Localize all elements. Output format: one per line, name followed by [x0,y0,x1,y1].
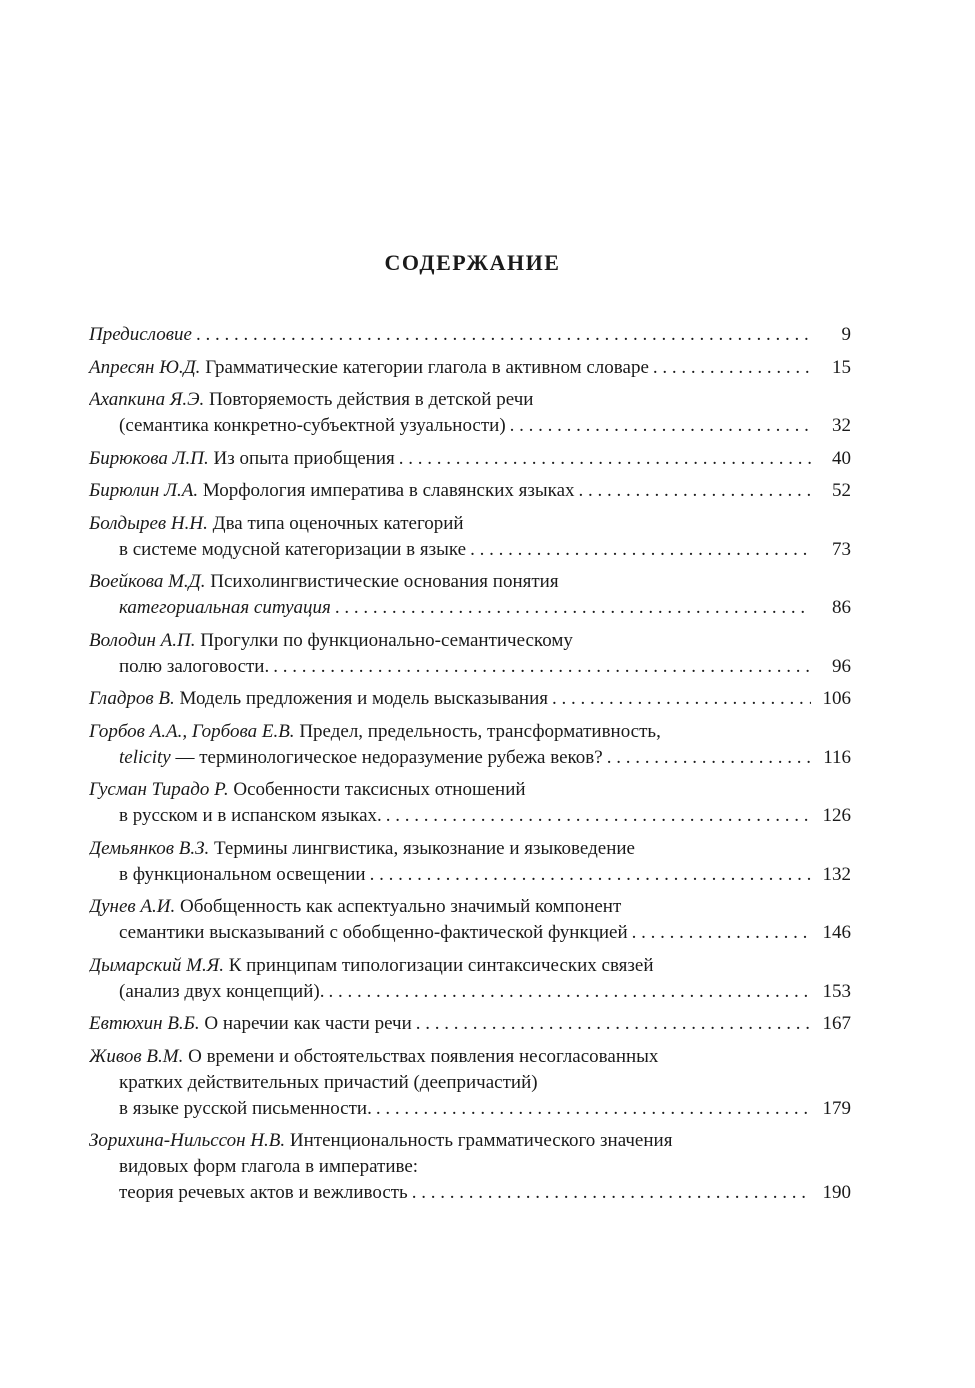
toc-entry-text [119,803,382,829]
toc-entry-line [89,1128,851,1154]
toc-title-text: Интенциональность грамматического значения [285,1130,673,1151]
toc-entry [89,322,851,348]
dot-leader [399,446,811,472]
toc-author: Бирюлин Л.А. [89,480,199,501]
dot-leader [579,478,811,504]
toc-entry [89,894,851,946]
toc-title-text: Из опыта приобщения [208,447,395,469]
toc-entry-final-line [89,355,851,381]
toc-page-number: 132 [822,863,851,885]
toc-entry-text [119,862,366,888]
toc-entry-line [89,569,851,595]
toc-entry-text [119,745,603,771]
dot-leader [376,1096,811,1122]
toc-entry [89,446,851,472]
toc-page-number: 96 [832,655,851,677]
dot-leader [328,979,811,1005]
toc-page-number: 52 [832,480,851,501]
toc-page-number: 167 [822,1013,851,1034]
toc-entry-final-line [89,862,851,888]
toc-page-number: 40 [832,447,851,469]
toc-entry-line [89,719,851,745]
toc-entry [89,511,851,563]
dot-leader [273,654,811,680]
toc-entry-final-line [89,1180,851,1206]
dot-leader [412,1180,811,1206]
toc-title-text: теория речевых актов и вежливость [119,1182,408,1203]
toc-entry-text [119,979,324,1005]
toc-entry-line [89,953,851,979]
toc-author: Володин А.П. [89,629,196,651]
toc-entry [89,836,851,888]
toc-title-text: Психолингвистические основания понятия [205,571,559,592]
toc-entry-text [119,1180,408,1206]
toc-author: Дунев А.И. [89,896,176,917]
toc-author: Живов В.М. [89,1045,184,1067]
toc-title-text: Обобщенность как аспектуально значимый компонент [175,896,622,917]
toc-entry [89,387,851,439]
toc-title-text: О времени и обстоятельствах появления несогласованных [183,1045,659,1067]
toc-page-number: 9 [841,324,851,345]
dot-leader [607,745,811,771]
dot-leader [552,686,811,712]
toc-entry-final-line [89,413,851,439]
toc-entry [89,628,851,680]
toc-title-text: К принципам типологизации синтаксических связей [223,954,654,976]
dot-leader [632,920,811,946]
toc-author: Демьянков В.З. [89,837,210,859]
toc-title-text: Предел, предельность, трансформативность, [294,720,661,742]
toc-author: Гладров В. [89,688,175,709]
toc-title-text: Два типа оценочных категорий [207,512,464,534]
toc-entry-text [119,654,269,680]
toc-title-text: Прогулки по функционально-семантическому [195,629,573,651]
toc-entry-final-line [89,322,851,348]
toc-entry-final-line [89,446,851,472]
toc-page-number: 116 [823,746,851,768]
toc-entry [89,686,851,712]
toc-title-text: в функциональном освещении [119,863,366,885]
dot-leader [386,803,811,829]
dot-leader [370,862,811,888]
toc-italic-term: категориальная ситуация [119,597,331,618]
toc-entry-text [89,1011,412,1037]
toc-entry-text [89,686,548,712]
toc-author: Гусман Тирадо Р. [89,779,229,800]
toc-page-number: 126 [822,805,851,826]
toc-entry-line [89,1070,851,1096]
toc-italic-term: telicity [119,746,171,768]
toc-entry-line [89,1154,851,1180]
dot-leader [416,1011,811,1037]
toc-page-number: 32 [832,415,851,436]
toc-entry [89,355,851,381]
toc-entry-final-line [89,654,851,680]
toc-entry-text [89,355,649,381]
toc-title-text: Модель предложения и модель высказывания [174,688,548,709]
toc-title-text: в системе модусной категоризации в языке [119,538,467,560]
toc-author: Воейкова М.Д. [89,571,206,592]
toc-entry-line [89,387,851,413]
toc-entry-final-line [89,745,851,771]
toc-entry [89,478,851,504]
dot-leader [653,355,811,381]
table-of-contents [89,322,851,1213]
dot-leader [470,537,811,563]
toc-entry [89,1011,851,1037]
toc-page-number: 146 [822,922,851,943]
toc-entry [89,569,851,621]
toc-author: Бирюкова Л.П. [89,447,209,469]
toc-title-text: в русском и в испанском языках. [119,805,382,826]
toc-title-text: Повторяемость действия в детской речи [204,389,534,410]
toc-author: Зорихина-Нильссон Н.В. [89,1130,286,1151]
dot-leader [510,413,811,439]
toc-title-text: (анализ двух концепций). [119,980,325,1002]
toc-entry-text [89,478,575,504]
toc-entry [89,1044,851,1122]
toc-title-text: — терминологическое недоразумение рубежа веков? [170,746,603,768]
toc-title-text: О наречии как части речи [199,1013,412,1034]
toc-author: Дымарский М.Я. [89,954,224,976]
toc-entry [89,953,851,1005]
dot-leader [335,595,811,621]
toc-entry-final-line [89,803,851,829]
toc-entry-final-line [89,979,851,1005]
toc-title-text: семантики высказываний с обобщенно-фактической функцией [119,922,628,943]
toc-entry [89,777,851,829]
toc-entry-text [119,595,331,621]
toc-entry-line [89,628,851,654]
toc-title-text: Особенности таксисных отношений [228,779,526,800]
toc-entry-line [89,511,851,537]
toc-author: Апресян Ю.Д. [89,356,201,378]
toc-entry-line [89,894,851,920]
toc-title-text: кратких действительных причастий (деепричастий) [119,1071,538,1093]
toc-entry-final-line [89,537,851,563]
toc-title-text: Термины лингвистика, языкознание и языковедение [209,837,635,859]
toc-title-text: Морфология императива в славянских языках [198,480,575,501]
toc-title-text: полю залоговости. [119,655,270,677]
toc-page-number: 86 [832,597,851,618]
page-title: СОДЕРЖАНИЕ [384,250,561,275]
toc-title-text: Грамматические категории глагола в активном словаре [200,356,649,378]
dot-leader [196,322,811,348]
toc-title-text: в языке русской письменности. [119,1097,372,1119]
toc-entry-text [89,446,395,472]
toc-entry-final-line [89,686,851,712]
toc-title-text: (семантика конкретно-субъектной узуальности) [119,415,506,436]
toc-entry [89,719,851,771]
toc-author: Евтюхин В.Б. [89,1013,200,1034]
toc-entry-line [89,777,851,803]
toc-entry-line [89,836,851,862]
toc-entry-text [119,920,628,946]
toc-entry-final-line [89,595,851,621]
toc-page-number: 15 [832,356,851,378]
toc-entry-final-line [89,920,851,946]
toc-author: Предисловие [89,324,192,345]
toc-author: Ахапкина Я.Э. [89,389,205,410]
toc-entry [89,1128,851,1206]
toc-page-number: 153 [822,980,851,1002]
toc-page-number: 106 [822,688,851,709]
toc-page-number: 190 [822,1182,851,1203]
toc-author: Болдырев Н.Н. [89,512,208,534]
toc-author: Горбов А.А., Горбова Е.В. [89,720,295,742]
toc-entry-text [119,413,506,439]
toc-entry-text [119,1096,372,1122]
toc-entry-final-line [89,1096,851,1122]
toc-entry-line [89,1044,851,1070]
toc-title-text: видовых форм глагола в императиве: [119,1156,419,1177]
toc-entry-final-line [89,1011,851,1037]
toc-entry-final-line [89,478,851,504]
toc-entry-text [119,537,466,563]
toc-page-number: 179 [822,1097,851,1119]
toc-entry-text [89,322,192,348]
toc-page-number: 73 [832,538,851,560]
